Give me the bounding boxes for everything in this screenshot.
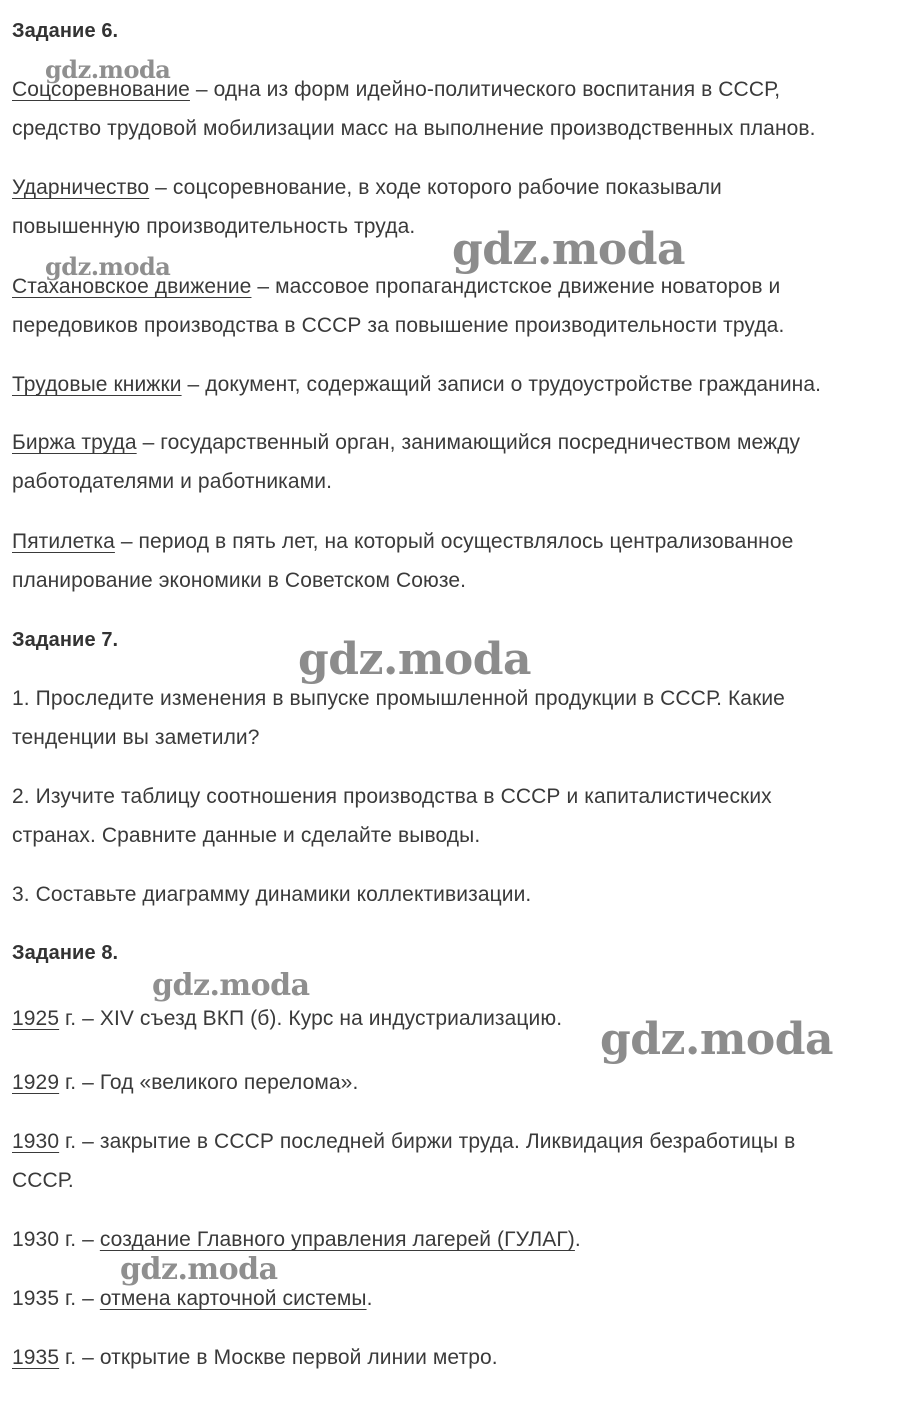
watermark: gdz.moda [298, 634, 532, 685]
task7-item: 3. Составьте диаграмму динамики коллективизации. [12, 883, 532, 906]
timeline-event [12, 1071, 358, 1095]
term-row [12, 373, 821, 397]
watermark: gdz.moda [152, 968, 310, 1003]
watermark: gdz.moda [45, 55, 171, 84]
event-year: 1925 [12, 1007, 60, 1030]
task7-item-cont: странах. Сравните данные и сделайте выводы. [12, 824, 481, 847]
event-year: 1930 [12, 1130, 60, 1153]
term-row [12, 431, 800, 455]
event-text: отмена карточной системы [99, 1287, 367, 1310]
term: Трудовые книжки [12, 373, 182, 396]
event-text: г. – XIV съезд ВКП (б). Курс на индустриализацию. [59, 1007, 563, 1030]
event-text: создание Главного управления лагерей (ГУЛАГ) [99, 1228, 575, 1251]
term-row [12, 275, 780, 299]
watermark: gdz.moda [600, 1014, 834, 1065]
term-definition-cont: средство трудовой мобилизации масс на выполнение производственных планов. [12, 117, 816, 140]
term-definition: – государственный орган, занимающийся посредничеством между [136, 431, 801, 454]
term-row [12, 176, 722, 200]
term-definition: – документ, содержащий записи о трудоустройстве гражданина. [181, 373, 822, 396]
timeline-event [12, 1007, 562, 1031]
term-row [12, 530, 793, 554]
term: Биржа труда [12, 431, 137, 454]
timeline-event [12, 1228, 581, 1252]
task6-heading: Задание 6. [12, 20, 119, 42]
task7-item-cont: тенденции вы заметили? [12, 726, 260, 749]
task7-item: 2. Изучите таблицу соотношения производства в СССР и капиталистических [12, 785, 772, 808]
task7-item: 1. Проследите изменения в выпуске промышленной продукции в СССР. Какие [12, 687, 785, 710]
watermark: gdz.moda [120, 1252, 278, 1287]
term: Стахановское движение [12, 275, 252, 298]
event-text: г. – закрытие в СССР последней биржи труда. Ликвидация безработицы в [59, 1130, 796, 1153]
event-year: 1929 [12, 1071, 60, 1094]
term: Ударничество [12, 176, 150, 199]
timeline-event [12, 1130, 795, 1154]
task7-heading: Задание 7. [12, 629, 119, 651]
event-end: . [574, 1228, 581, 1251]
term-definition: – одна из форм идейно-политического воспитания в СССР, [189, 78, 781, 101]
watermark: gdz.moda [45, 252, 171, 281]
term-definition: – период в пять лет, на который осуществлялось централизованное [114, 530, 794, 553]
term-row [12, 78, 780, 102]
term-definition-cont: передовиков производства в СССР за повышение производительности труда. [12, 314, 785, 337]
term-definition-cont: работодателями и работниками. [12, 470, 333, 493]
term: Соцсоревнование [12, 78, 190, 101]
event-end: . [366, 1287, 373, 1310]
event-year: 1935 [12, 1346, 60, 1369]
watermark: gdz.moda [452, 224, 686, 275]
term-definition: – массовое пропагандистское движение новаторов и [251, 275, 781, 298]
event-text-cont: СССР. [12, 1169, 74, 1192]
timeline-event [12, 1346, 498, 1370]
event-prefix: 1930 г. – [12, 1228, 100, 1251]
event-text: г. – открытие в Москве первой линии метро. [59, 1346, 498, 1369]
term-definition: – соцсоревнование, в ходе которого рабочие показывали [149, 176, 722, 199]
task8-heading: Задание 8. [12, 942, 119, 964]
term-definition-cont: повышенную производительность труда. [12, 215, 416, 238]
term-definition-cont: планирование экономики в Советском Союзе. [12, 569, 467, 592]
term: Пятилетка [12, 530, 115, 553]
timeline-event [12, 1287, 373, 1311]
event-prefix: 1935 г. – [12, 1287, 100, 1310]
event-text: г. – Год «великого перелома». [59, 1071, 359, 1094]
